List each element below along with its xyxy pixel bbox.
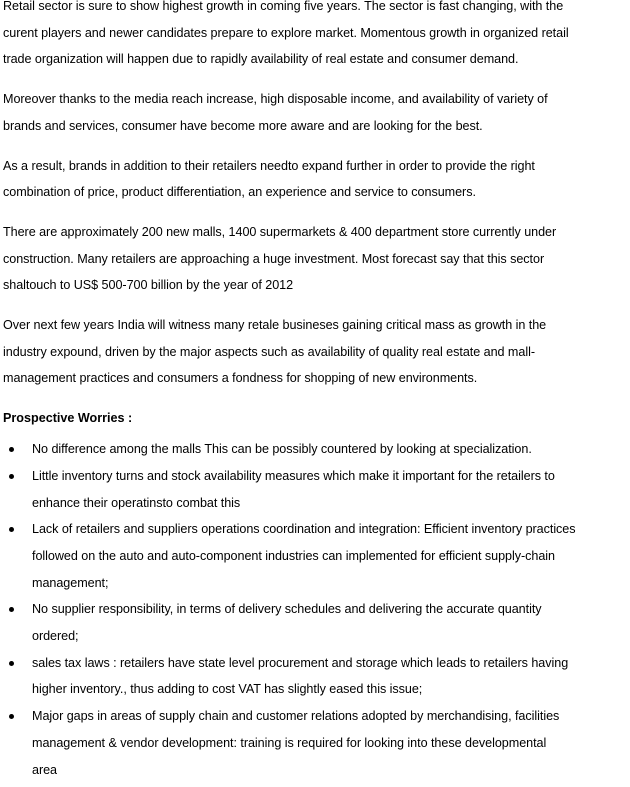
- text-line: Moreover thanks to the media reach increase, high disposable income, and availability of variety of: [3, 92, 548, 107]
- paragraph-india-outlook: [3, 312, 627, 392]
- text-line: ordered;: [32, 629, 79, 644]
- list-item: [3, 596, 627, 649]
- text-line: management & vendor development: training is required for looking into these developmental: [32, 735, 547, 750]
- text-line: Retail sector is sure to show highest growth in coming five years. The sector is fast changing, with the: [3, 0, 564, 13]
- text-line: Little inventory turns and stock availability measures which make it important for the retailers to: [32, 468, 555, 483]
- text-line: management practices and consumers a fondness for shopping of new environments.: [3, 371, 478, 386]
- text-line: industry expound, driven by the major aspects such as availability of quality real estate and mall-: [3, 344, 535, 359]
- paragraph-consumer-awareness: [3, 86, 627, 139]
- bullet-icon: [9, 607, 14, 612]
- text-line: Lack of retailers and suppliers operations coordination and integration: Efficient inventory practices: [32, 522, 576, 537]
- text-line: combination of price, product differentiation, an experience and service to consumers.: [3, 185, 476, 200]
- text-line: brands and services, consumer have become more aware and are looking for the best.: [3, 118, 483, 133]
- list-item: [3, 650, 627, 703]
- text-line: No supplier responsibility, in terms of delivery schedules and delivering the accurate quantity: [32, 602, 542, 617]
- text-line: sales tax laws : retailers have state level procurement and storage which leads to retailers having: [32, 655, 569, 670]
- list-item: [3, 516, 627, 596]
- text-line: enhance their operatinsto combat this: [32, 495, 241, 510]
- bullet-icon: [9, 447, 14, 452]
- bullet-icon: [9, 474, 14, 479]
- section-heading: Prospective Worries :: [3, 411, 133, 426]
- bullet-icon: [9, 661, 14, 666]
- text-line: shaltouch to US$ 500-700 billion by the year of 2012: [3, 278, 294, 293]
- text-line: Over next few years India will witness many retale busineses gaining critical mass as growth in the: [3, 318, 547, 333]
- list-item: [3, 703, 627, 783]
- worries-list: [3, 436, 627, 783]
- list-item: [3, 463, 627, 516]
- paragraph-brands-expansion: [3, 153, 627, 206]
- text-line: trade organization will happen due to rapidly availability of real estate and consumer demand.: [3, 52, 519, 67]
- paragraph-malls-construction: [3, 219, 627, 299]
- paragraph-retail-growth: [3, 0, 627, 73]
- text-line: construction. Many retailers are approaching a huge investment. Most forecast say that this sector: [3, 251, 545, 266]
- text-line: higher inventory., thus adding to cost VAT has slightly eased this issue;: [32, 682, 423, 697]
- bullet-icon: [9, 527, 14, 532]
- text-line: curent players and newer candidates prepare to explore market. Momentous growth in organized retail: [3, 25, 569, 40]
- document-body: [3, 0, 627, 783]
- list-item: [3, 436, 627, 463]
- text-line: area: [32, 762, 58, 777]
- text-line: No difference among the malls This can be possibly countered by looking at specialization.: [32, 442, 532, 457]
- text-line: followed on the auto and auto-component industries can implemented for efficient supply-chain: [32, 548, 555, 563]
- text-line: As a result, brands in addition to their retailers needto expand further in order to provide the right: [3, 158, 535, 173]
- text-line: Major gaps in areas of supply chain and customer relations adopted by merchandising, facilities: [32, 709, 560, 724]
- text-line: There are approximately 200 new malls, 1400 supermarkets & 400 department store currently under: [3, 224, 557, 239]
- bullet-icon: [9, 714, 14, 719]
- text-line: management;: [32, 575, 109, 590]
